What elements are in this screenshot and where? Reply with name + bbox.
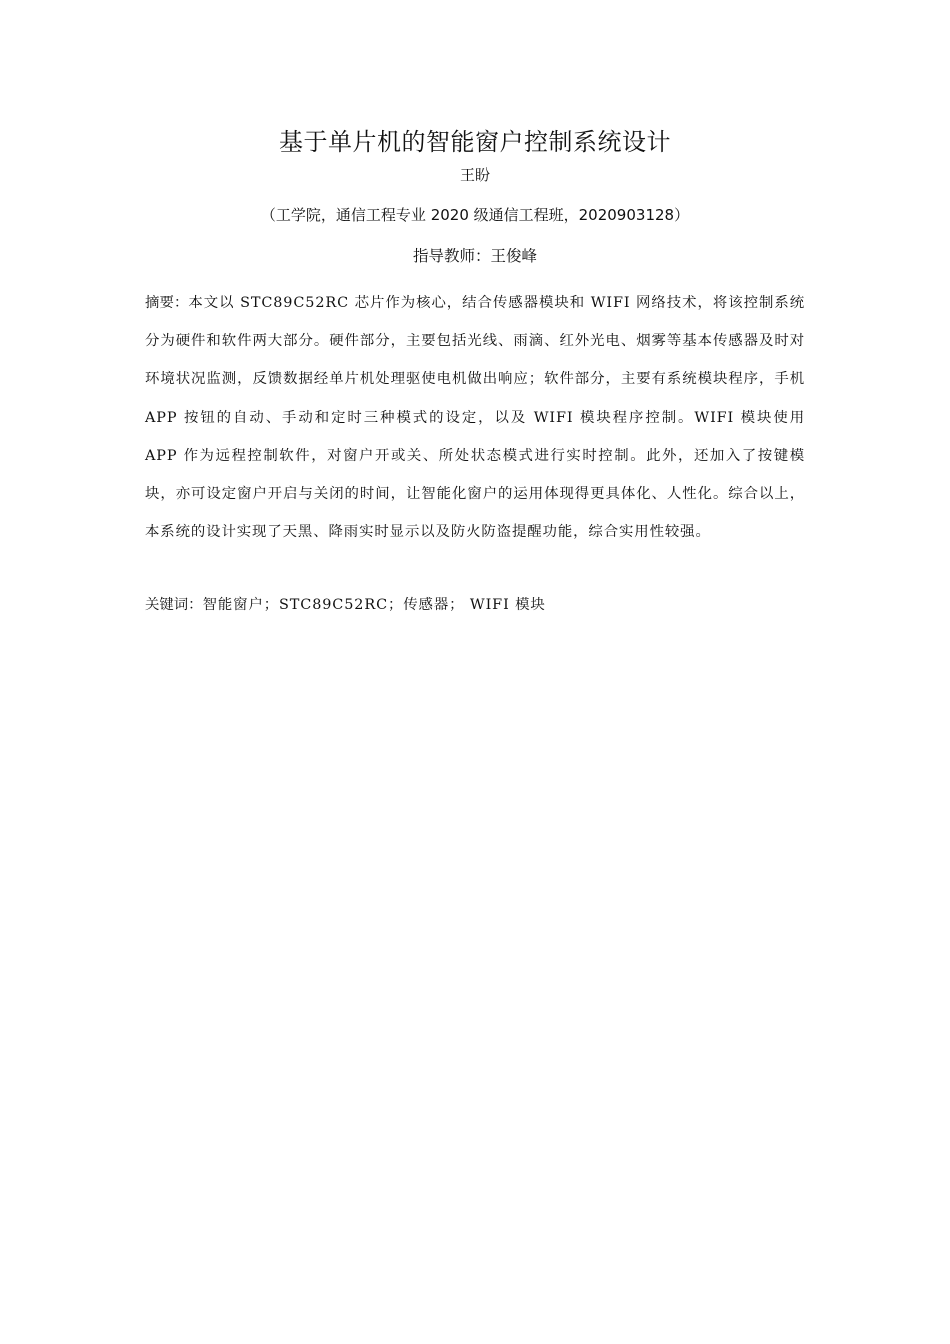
paper-title: 基于单片机的智能窗户控制系统设计 [279, 128, 671, 156]
abstract-paragraph [145, 284, 805, 551]
author-affiliation: （工学院，通信工程专业 2020 级通信工程班，2020903128） [260, 206, 690, 224]
keywords-text: 智能窗户；STC89C52RC；传感器； WIFI 模块 [202, 597, 546, 613]
keywords-line [145, 590, 805, 620]
abstract-text: 本文以 STC89C52RC 芯片作为核心，结合传感器模块和 WIFI 网络技术，将该控制系统分为硬件和软件两大部分。硬件部分，主要包括光线、雨滴、红外光电、烟雾等基本传感器及时对环境状况监测，反馈数据经单片机处理驱使电机做出响应；软件部分，主要有系统模块程序，手机 APP 按钮的自动、手动和定时三种模式的设定，以及 WIFI 模块程序控制。WIFI 模块使用 APP 作为远程控制软件，对窗户开或关、所处状态模式进行实时控制。此外，还加入了按键模块，亦可设定窗户开启与关闭的时间，让智能化窗户的运用体现得更具体化、人性化。综合以上，本系统的设计实现了天黑、降雨实时显示以及防火防盗提醒功能，综合实用性较强。 [145, 295, 805, 541]
abstract-label: 摘要： [145, 295, 189, 311]
author-name: 王盼 [459, 166, 490, 184]
keywords-label: 关键词： [145, 597, 203, 613]
advisor-line: 指导教师：王俊峰 [412, 247, 537, 265]
